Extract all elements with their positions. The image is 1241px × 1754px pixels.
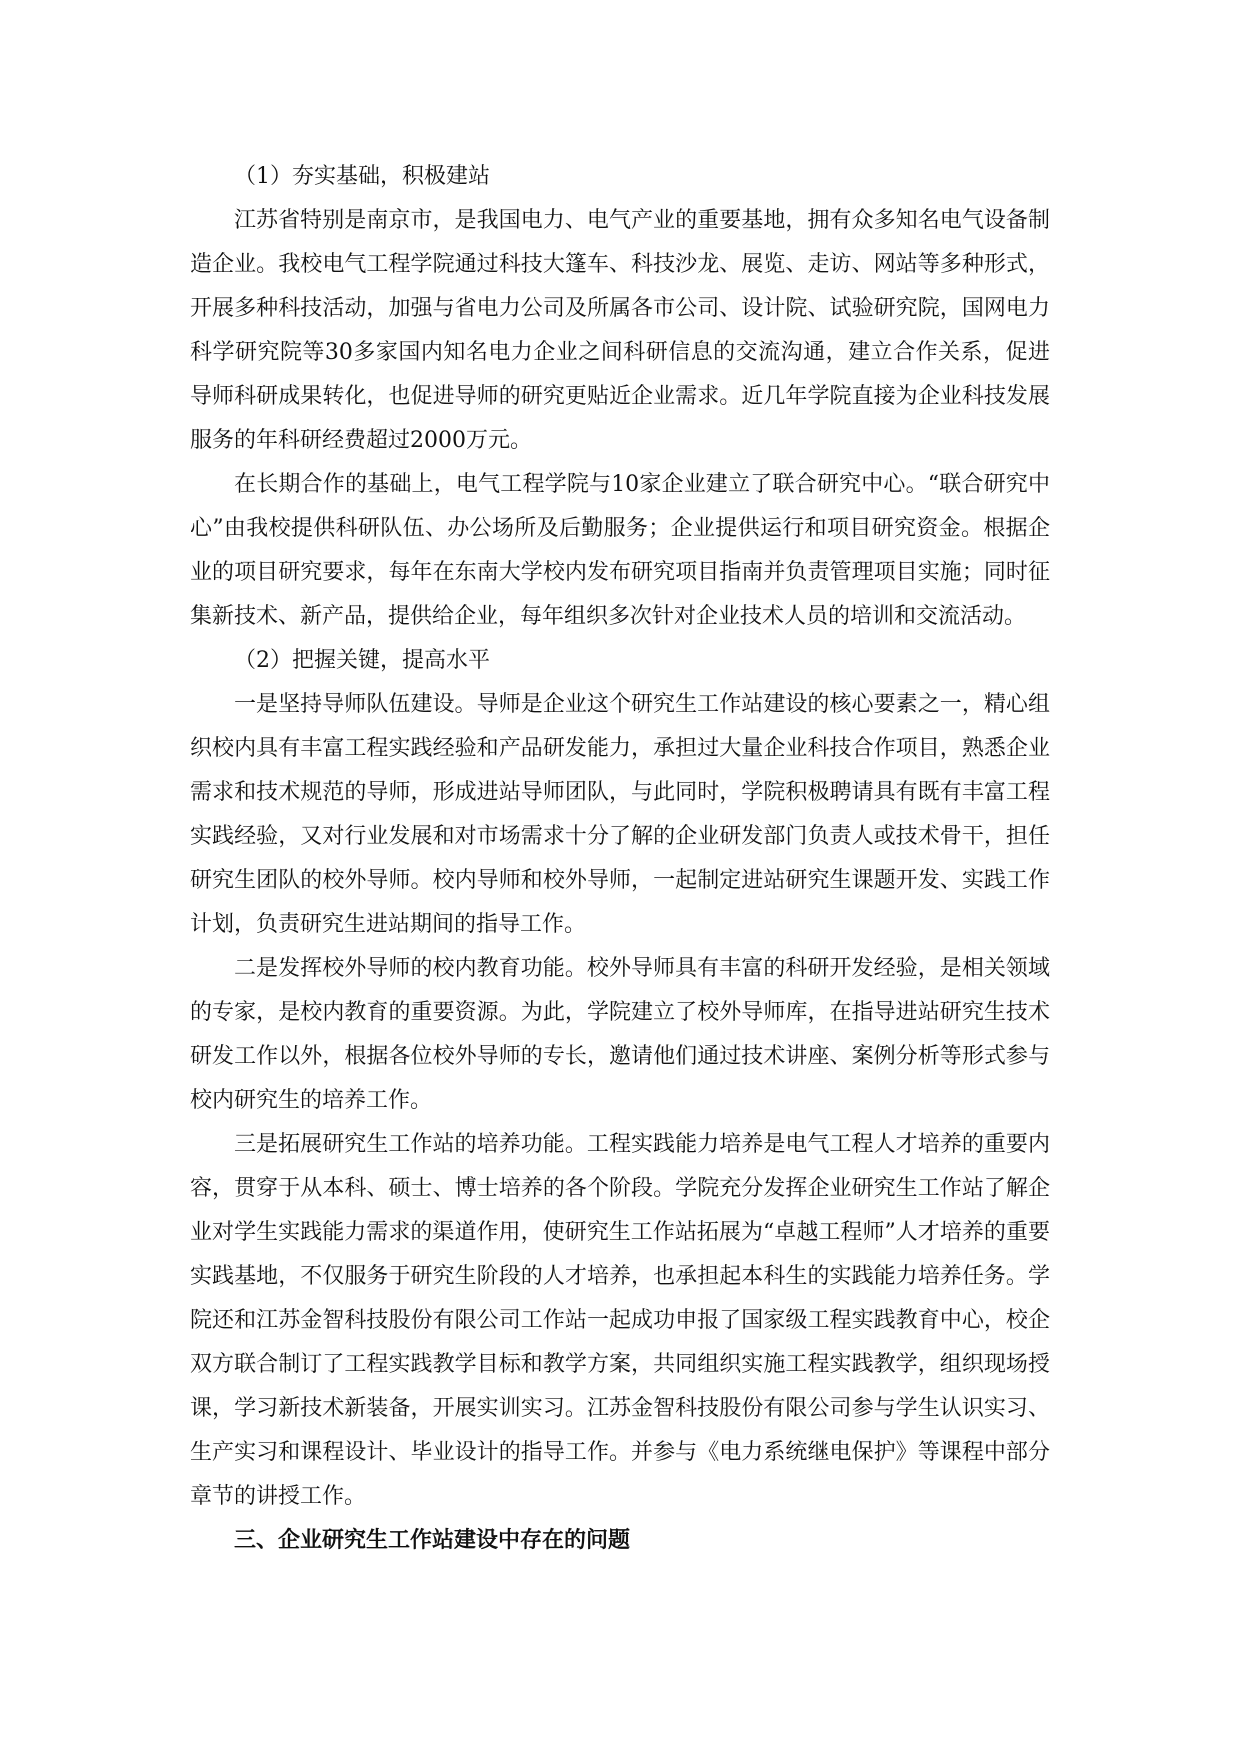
section-heading-problems: 三、企业研究生工作站建设中存在的问题 <box>234 1528 631 1553</box>
subheading-grasp-key: （2）把握关键，提高水平 <box>234 648 490 673</box>
paragraph-jiangsu-industry: 江苏省特别是南京市，是我国电力、电气产业的重要基地，拥有众多知名电气设备制造企业。我校电气工程学院通过科技大篷车、科技沙龙、展览、走访、网站等多种形式，开展多种科技活动，加强与省电力公司及所属各市公司、设计院、试验研究院，国网电力科学研究院等30多家国内知名电力企业之间科研信息的交流沟通，建立合作关系，促进导师科研成果转化，也促进导师的研究更贴近企业需求。近几年学院直接为企业科技发展服务的年科研经费超过2000万元。 <box>190 208 1050 453</box>
paragraph-joint-research-center: 在长期合作的基础上，电气工程学院与10家企业建立了联合研究中心。“联合研究中心”由我校提供科研队伍、办公场所及后勤服务；企业提供运行和项目研究资金。根据企业的项目研究要求，每年在东南大学校内发布研究项目指南并负责管理项目实施；同时征集新技术、新产品，提供给企业，每年组织多次针对企业技术人员的培训和交流活动。 <box>190 472 1050 629</box>
subheading-consolidate-foundation: （1）夯实基础，积极建站 <box>234 164 490 189</box>
paragraph-training-function: 三是拓展研究生工作站的培养功能。工程实践能力培养是电气工程人才培养的重要内容，贯穿于从本科、硕士、博士培养的各个阶段。学院充分发挥企业研究生工作站了解企业对学生实践能力需求的渠道作用，使研究生工作站拓展为“卓越工程师”人才培养的重要实践基地，不仅服务于研究生阶段的人才培养，也承担起本科生的实践能力培养任务。学院还和江苏金智科技股份有限公司工作站一起成功申报了国家级工程实践教育中心，校企双方联合制订了工程实践教学目标和教学方案，共同组织实施工程实践教学，组织现场授课，学习新技术新装备，开展实训实习。江苏金智科技股份有限公司参与学生认识实习、生产实习和课程设计、毕业设计的指导工作。并参与《电力系统继电保护》等课程中部分章节的讲授工作。 <box>190 1132 1050 1509</box>
paragraph-external-mentor: 二是发挥校外导师的校内教育功能。校外导师具有丰富的科研开发经验，是相关领域的专家，是校内教育的重要资源。为此，学院建立了校外导师库，在指导进站研究生技术研发工作以外，根据各位校外导师的专长，邀请他们通过技术讲座、案例分析等形式参与校内研究生的培养工作。 <box>190 956 1050 1113</box>
paragraph-mentor-team: 一是坚持导师队伍建设。导师是企业这个研究生工作站建设的核心要素之一，精心组织校内具有丰富工程实践经验和产品研发能力，承担过大量企业科技合作项目，熟悉企业需求和技术规范的导师，形成进站导师团队，与此同时，学院积极聘请具有既有丰富工程实践经验，又对行业发展和对市场需求十分了解的企业研发部门负责人或技术骨干，担任研究生团队的校外导师。校内导师和校外导师，一起制定进站研究生课题开发、实践工作计划，负责研究生进站期间的指导工作。 <box>190 692 1050 937</box>
document-body <box>190 155 1050 1563</box>
